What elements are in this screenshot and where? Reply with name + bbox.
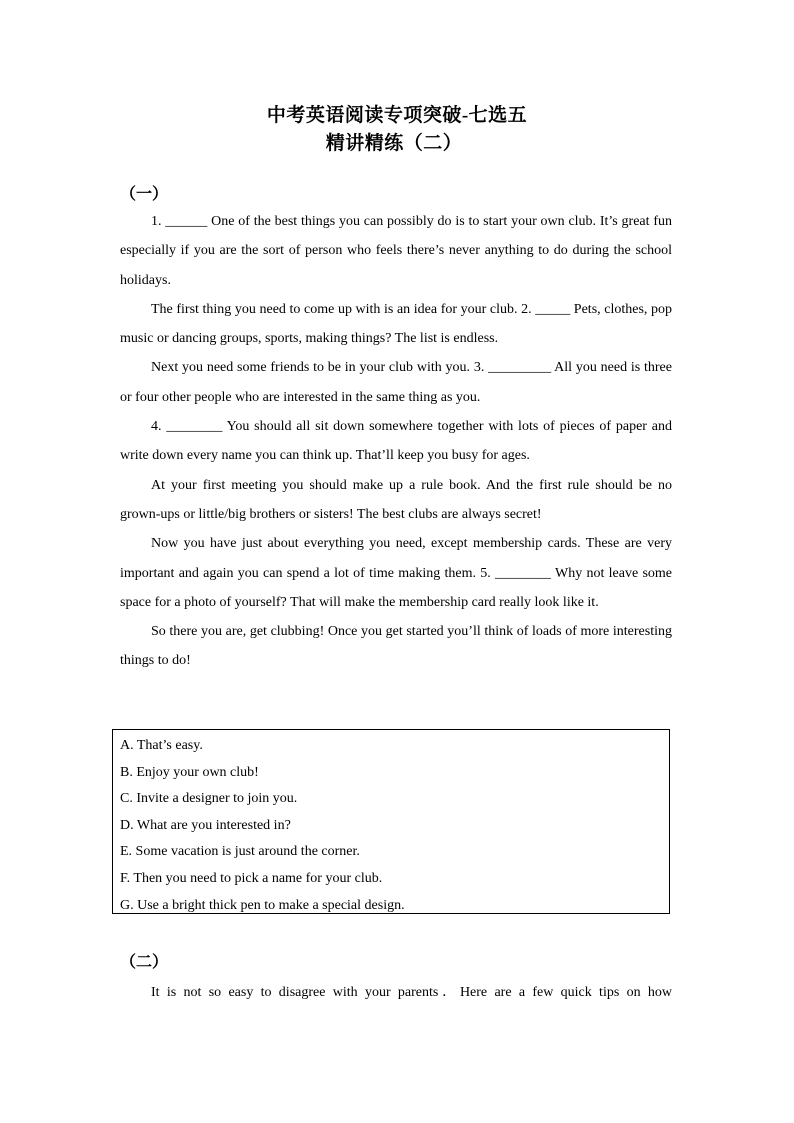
section-one-passage (120, 207, 672, 676)
section-one-heading: （一） (120, 186, 169, 203)
option-d: D. What are you interested in? (120, 817, 291, 833)
paragraph: It is not so easy to disagree with your parents．Here are a few quick tips on how (151, 985, 672, 1000)
document-subtitle: 精讲精练（二） (325, 133, 463, 154)
answer-options-box (112, 729, 670, 914)
document-title: 中考英语阅读专项突破-七选五 (266, 105, 528, 126)
paragraph: Next you need some friends to be in your club with you. 3. _________ All you need is three or four other people who are interested in the same thing as you. (120, 360, 672, 405)
option-c: C. Invite a designer to join you. (120, 791, 298, 807)
section-two-passage (120, 978, 672, 1007)
option-a: A. That’s easy. (120, 738, 203, 753)
option-e: E. Some vacation is just around the corner. (120, 844, 360, 860)
section-two-heading: （二） (120, 954, 169, 971)
paragraph: 4. ________ You should all sit down somewhere together with lots of pieces of paper and write down every name you can think up. That’ll keep you busy for ages. (120, 419, 672, 464)
paragraph: At your first meeting you should make up a rule book. And the first rule should be no grown-ups or little/big brothers or sisters! The best clubs are always secret! (120, 477, 672, 522)
paragraph: 1. ______ One of the best things you can possibly do is to start your own club. It’s great fun especially if you are the sort of person who feels there’s never anything to do during the school holidays. (120, 214, 672, 288)
paragraph: So there you are, get clubbing! Once you get started you’ll think of loads of more interesting things to do! (120, 624, 672, 669)
option-g: G. Use a bright thick pen to make a special design. (120, 897, 405, 913)
option-b: B. Enjoy your own club! (120, 764, 259, 780)
paragraph: The first thing you need to come up with is an idea for your club. 2. _____ Pets, clothes, pop music or dancing groups, sports, making things? The list is endless. (120, 301, 672, 347)
paragraph: Now you have just about everything you need, except membership cards. These are very important and again you can spend a lot of time making them. 5. ________ Why not leave some space for a photo of yourself? That will make the membership card really look like it. (120, 536, 672, 610)
option-f: F. Then you need to pick a name for your club. (120, 870, 383, 886)
